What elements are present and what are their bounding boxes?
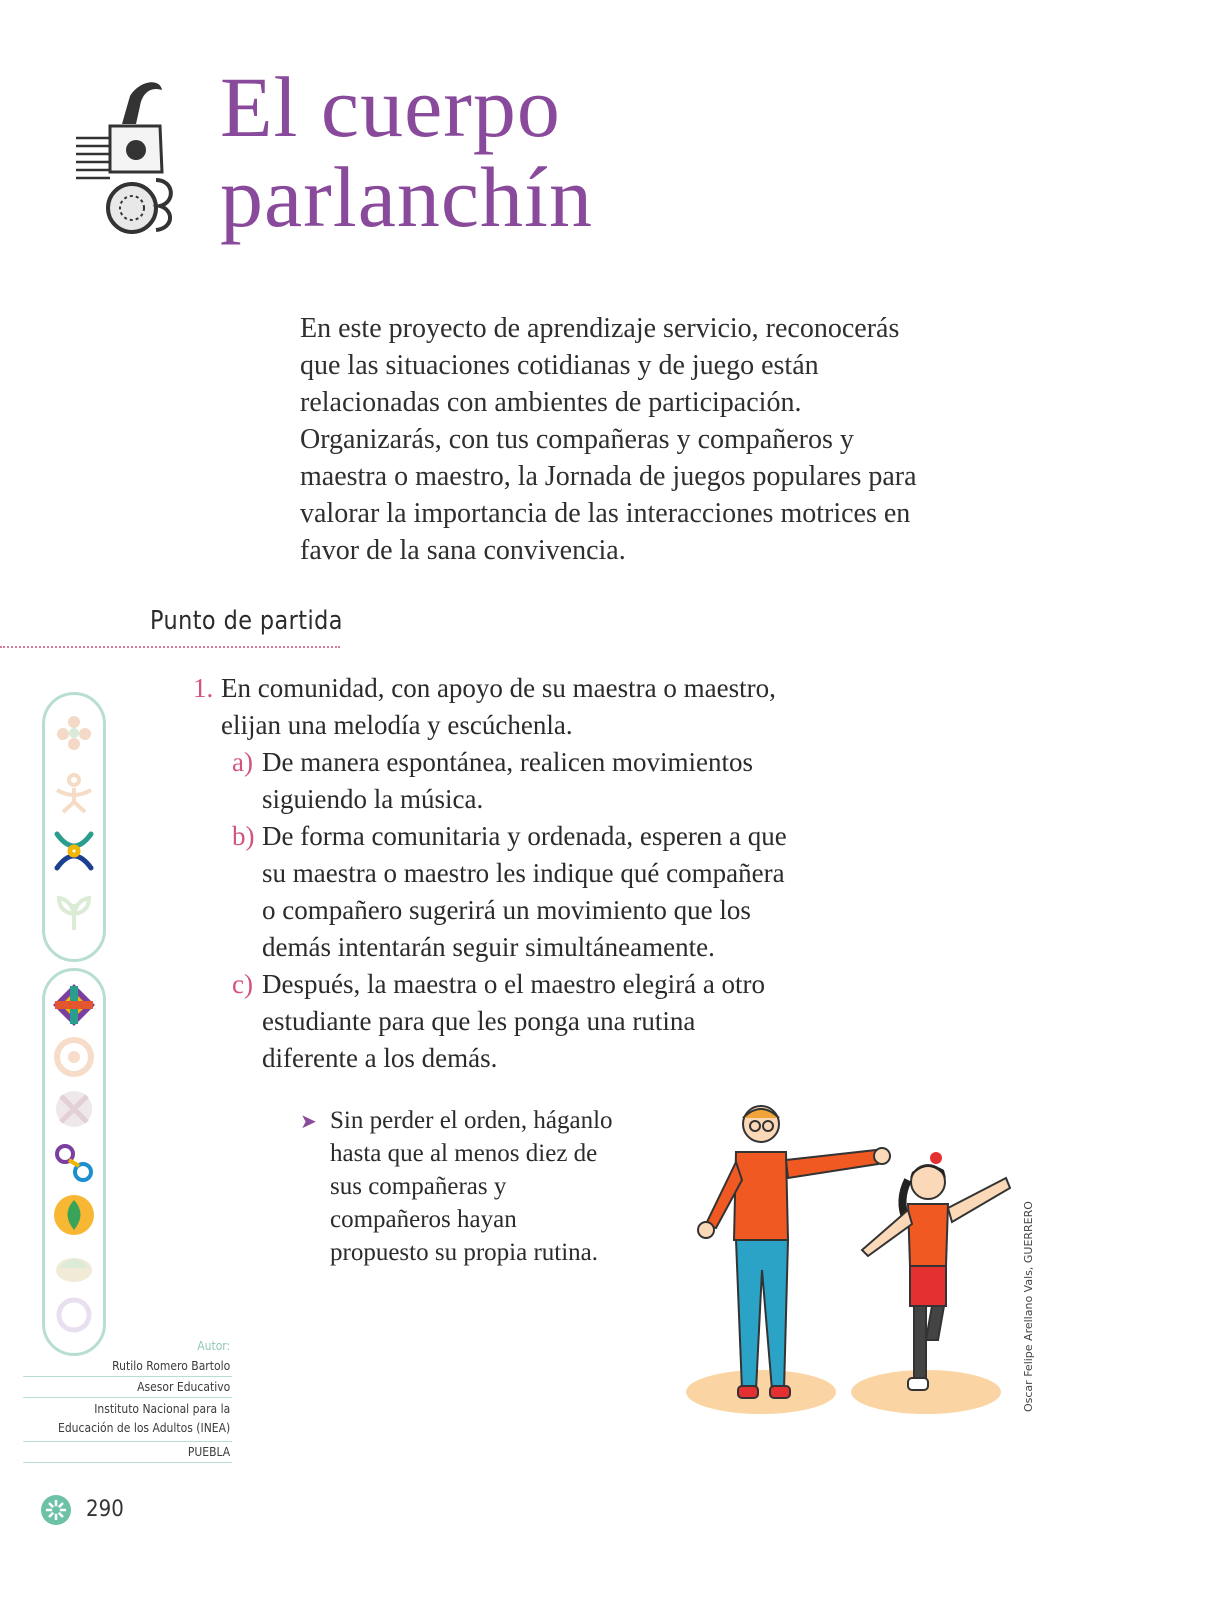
spiral-icon [51,1034,97,1080]
page-title [220,59,593,245]
leaf-icon [51,1192,97,1238]
page-number-icon [40,1494,72,1526]
flower-icon [51,710,97,756]
page-number: 290 [86,1497,124,1522]
author-role: Asesor Educativo [23,1377,232,1398]
subitem-b [232,818,792,966]
chain-icon [51,1140,97,1186]
author-block [0,1336,232,1463]
subitem-text: De forma comunitaria y ordenada, esperen a que su maestra o maestro les indique qué compañera o compañero sugerirá un movimiento que los demás intentarán seguir simultáneamente. [262,821,787,962]
author-institution-line-1: Instituto Nacional para la [94,1402,231,1416]
circle-icon [51,1292,97,1338]
bullet-note [300,1104,620,1269]
author-state: PUEBLA [23,1442,232,1463]
intro-paragraph: En este proyecto de aprendizaje servicio, reconocerás que las situaciones cotidianas y de juego están relacionadas con ambientes de participación. Organizarás, con tus compañeras y compañeros y maestra o maestro, la Jornada de juegos populares para valorar la importancia de las interacciones motrices en favor de la sana convivencia. [300,313,917,566]
decorative-glyph-icon [70,76,180,236]
subitem-a [232,744,792,818]
author-label: Autor: [197,1339,231,1353]
activity-text: En comunidad, con apoyo de su maestra o maestro, elijan una melodía y escúchenla. [221,673,776,740]
author-name: Rutilo Romero Bartolo [23,1356,232,1377]
activity-number: 1. [193,673,214,703]
subitem-letter: c) [232,969,253,999]
children-dancing-illustration [676,1100,1026,1420]
arrow-bullet-icon: ➤ [300,1111,317,1133]
shell-icon [51,1244,97,1290]
author-institution-line-2: Educación de los Adultos (INEA) [57,1421,231,1435]
cross-circle-icon [51,1086,97,1132]
subitem-text: Después, la maestra o el maestro elegirá a otro estudiante para que les ponga una rutina diferente a los demás. [262,969,766,1073]
section-divider [0,646,340,648]
activity-item-1 [193,670,833,744]
dancer-icon [51,770,97,816]
section-title: Punto de partida [150,606,343,636]
compass-icon [51,982,97,1028]
title-line-1: El cuerpo [220,59,561,155]
bullet-text: Sin perder el orden, háganlo hasta que al menos diez de sus compañeras y compañeros hayan propuesto su propia rutina. [330,1107,613,1266]
author-institution [23,1398,232,1442]
title-line-2: parlanchín [220,149,593,245]
subitem-text: De manera espontánea, realicen movimientos siguiendo la música. [262,747,754,814]
illustration-credit: Oscar Felipe Arellano Vals, GUERRERO [1022,1201,1035,1412]
subitem-letter: b) [232,821,255,851]
subitem-c [232,966,792,1077]
people-link-icon [51,828,97,874]
plant-icon [51,888,97,934]
subitem-letter: a) [232,747,253,777]
